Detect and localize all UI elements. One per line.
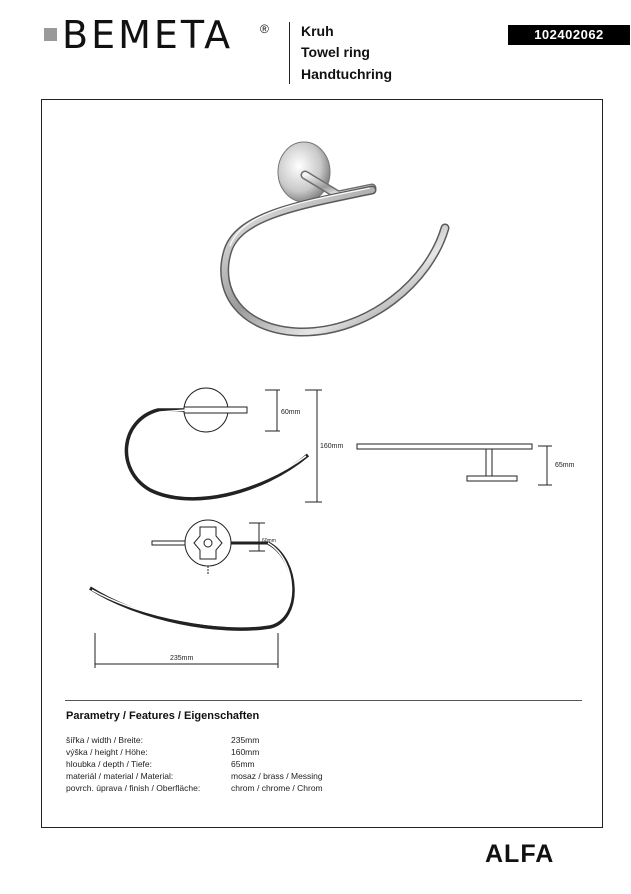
param-label-height: výška / height / Höhe: [66,747,148,757]
product-code-badge: 102402062 [508,25,630,45]
dim-total-height: 160mm [320,443,344,450]
side-rosette [467,476,517,481]
param-label-material: materiál / material / Material: [66,771,174,781]
dim-depth: 65mm [555,462,575,469]
side-stem [486,449,492,476]
dim-rosette-height: 60mm [281,409,301,416]
series-name: ALFA [485,840,555,868]
param-value-material: mosaz / brass / Messing [231,771,323,781]
dim-width: 235mm [170,655,194,662]
param-value-finish: chrom / chrome / Chrom [231,783,323,793]
param-label-finish: povrch. úprava / finish / Oberfläche: [66,783,201,793]
params-title: Parametry / Features / Eigenschaften [66,710,260,722]
title-english: Towel ring [301,44,370,60]
side-arm [357,444,532,449]
photo-ring-shadow [225,190,445,332]
product-photo [225,142,445,332]
param-value-height: 160mm [231,747,260,757]
title-czech: Kruh [301,23,334,39]
brand-logo: BEMETA [62,13,234,57]
photo-ring [225,190,445,332]
dim-top-rosette: 60mm [262,538,276,544]
front-arm [184,407,247,413]
registered-mark: ® [260,22,269,36]
param-value-width: 235mm [231,735,260,745]
title-german: Handtuchring [301,66,392,82]
param-label-width: šířka / width / Breite: [66,735,143,745]
side-view-drawing [357,444,552,485]
param-label-depth: hloubka / depth / Tiefe: [66,759,153,769]
param-value-depth: 65mm [231,759,255,769]
front-view-drawing [126,388,322,502]
params-divider [65,700,582,701]
